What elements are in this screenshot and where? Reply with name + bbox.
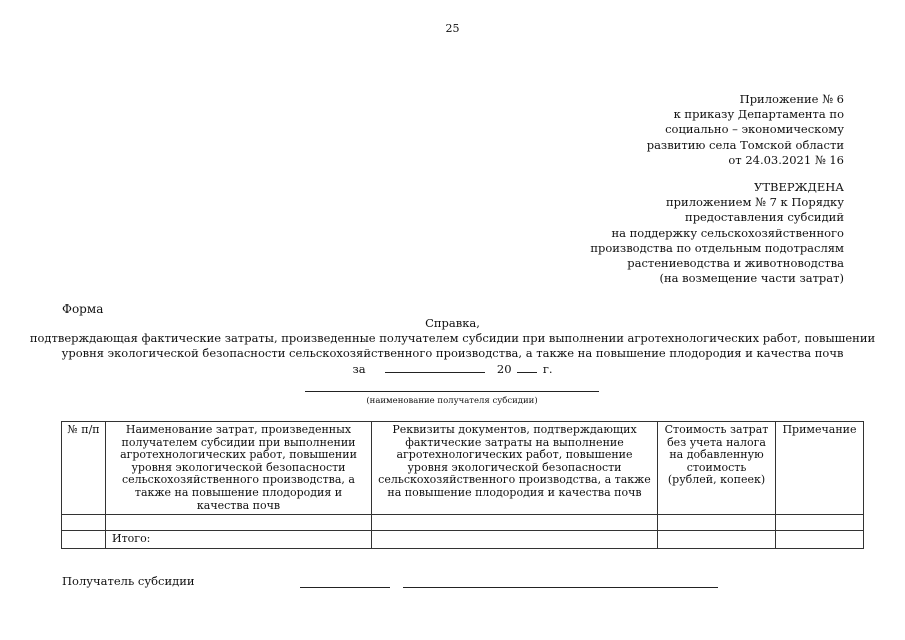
year-prefix: 20 xyxy=(496,362,512,376)
title-line-2: подтверждающая фактические затраты, произведенные получателем субсидии при выполнении агротехнологических работ, повышении xyxy=(29,331,876,345)
appendix-line: развитию села Томской области xyxy=(646,137,844,152)
document-title xyxy=(0,316,905,377)
table-cell[interactable] xyxy=(776,531,864,549)
approved-heading: УТВЕРЖДЕНА xyxy=(754,180,844,194)
approved-line: растениеводства и животноводства xyxy=(627,256,844,271)
table-cell[interactable] xyxy=(658,515,776,531)
table-cell[interactable] xyxy=(658,531,776,549)
table-row xyxy=(62,515,864,531)
approved-line: производства по отдельным подотраслям xyxy=(590,240,844,255)
table-cell[interactable] xyxy=(62,531,106,549)
appendix-block xyxy=(647,92,844,168)
header-document-details: Реквизиты документов, подтверждающих фактические затраты на выполнение агротехнологических работ, повышение уровня экологической безопасности сельскохозяйственного производства, а также на повышение плодородия и качества почв xyxy=(372,422,658,515)
header-note: Примечание xyxy=(776,422,864,515)
signature-line[interactable] xyxy=(300,587,390,588)
header-number: № п/п xyxy=(62,422,106,515)
total-label: Итого: xyxy=(106,531,372,549)
page-number: 25 xyxy=(445,22,460,35)
period-for-label: за xyxy=(352,362,366,376)
approved-line: на поддержку сельскохозяйственного xyxy=(611,225,844,240)
period-line xyxy=(0,362,905,377)
approved-block xyxy=(590,180,844,286)
approved-line: (на возмещение части затрат) xyxy=(659,271,844,286)
appendix-line: от 24.03.2021 № 16 xyxy=(728,152,844,167)
table-cell[interactable] xyxy=(106,515,372,531)
total-row xyxy=(62,531,864,549)
form-label: Форма xyxy=(62,302,104,316)
appendix-line: социально – экономическому xyxy=(665,122,844,137)
table-cell[interactable] xyxy=(372,531,658,549)
recipient-caption: (наименование получателя субсидии) xyxy=(366,396,538,406)
recipient-name-line[interactable] xyxy=(305,391,599,392)
year-suffix: г. xyxy=(542,362,553,376)
period-blank[interactable] xyxy=(385,371,485,373)
header-cost: Стоимость затрат без учета налога на добавленную стоимость (рублей, копеек) xyxy=(658,422,776,515)
appendix-line: к приказу Департамента по xyxy=(673,107,844,122)
signature-label: Получатель субсидии xyxy=(62,574,195,588)
appendix-line: Приложение № 6 xyxy=(739,92,844,106)
table-cell[interactable] xyxy=(62,515,106,531)
table-header-row xyxy=(62,422,864,515)
approved-line: предоставления субсидий xyxy=(685,210,844,225)
title-line-3: уровня экологической безопасности сельскохозяйственного производства, а также на повышение плодородия и качества почв xyxy=(61,346,844,360)
table-cell[interactable] xyxy=(776,515,864,531)
table-cell[interactable] xyxy=(372,515,658,531)
expense-table xyxy=(61,421,864,549)
year-blank[interactable] xyxy=(517,371,537,373)
signature-name-line[interactable] xyxy=(403,587,718,588)
header-expense-name: Наименование затрат, произведенных получателем субсидии при выполнении агротехнологических работ, повышении уровня экологической безопасности сельскохозяйственного производства, а также на повышение плодородия и качества почв xyxy=(106,422,372,515)
approved-line: приложением № 7 к Порядку xyxy=(666,195,844,210)
title-line-1: Справка, xyxy=(425,316,480,330)
